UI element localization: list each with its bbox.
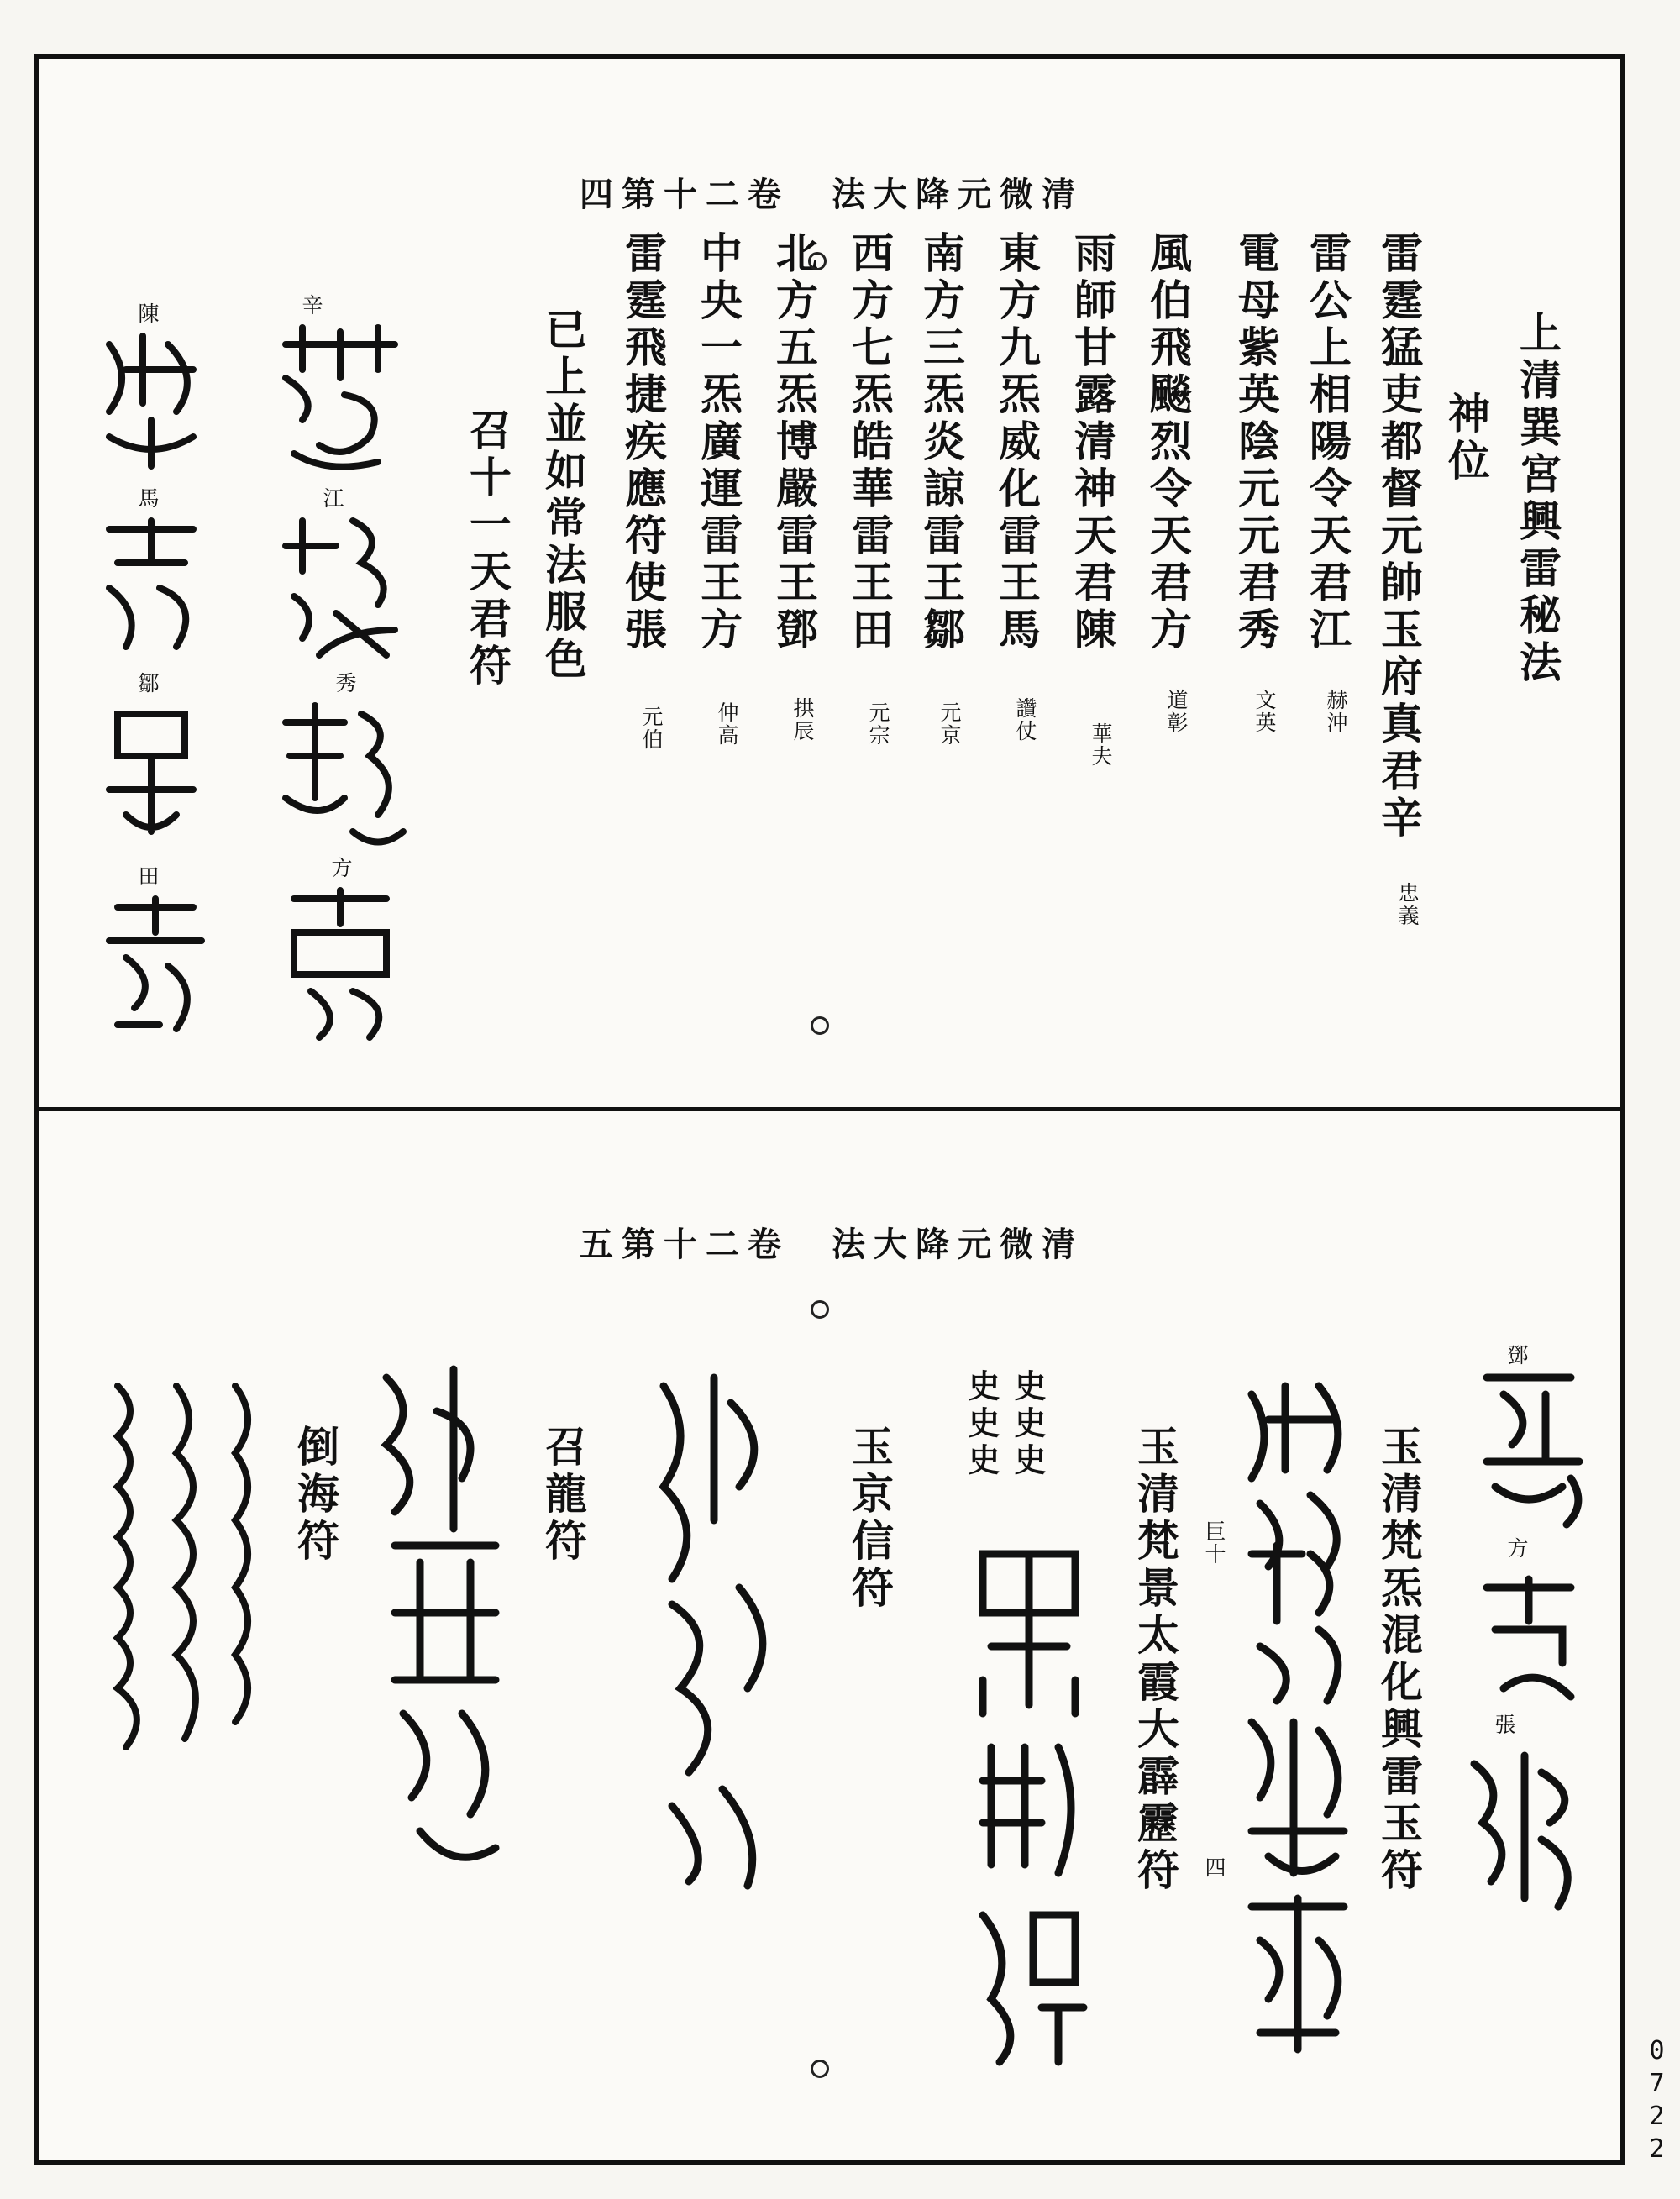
talisman-glyph-text: 史史史 xyxy=(1009,1369,1047,1480)
talisman-label: 江 xyxy=(320,487,344,510)
talisman-label: 秀 xyxy=(333,672,357,695)
talisman-glyph-text: 史史史 xyxy=(963,1369,1000,1480)
talisman-glyph xyxy=(92,512,210,655)
upper-col-shenwei: 神位 xyxy=(1441,344,1491,485)
upper-note-4: 文英 xyxy=(1252,689,1277,734)
upper-note-7: 讚仗 xyxy=(1013,697,1037,743)
talisman-glyph xyxy=(966,1730,1092,1881)
upper-col-13: 已上並如常法服色 xyxy=(538,260,588,684)
talisman-glyph xyxy=(92,328,210,470)
talisman-glyph xyxy=(966,1898,1092,2066)
registration-mark xyxy=(811,1300,829,1319)
talisman-glyph xyxy=(101,1369,269,1756)
talisman-glyph xyxy=(1470,1571,1588,1705)
registration-mark xyxy=(811,1016,829,1035)
registration-mark xyxy=(808,252,827,270)
upper-title: 上清巽宮興雷秘法 xyxy=(1513,311,1562,687)
upper-note-8: 元京 xyxy=(937,701,962,747)
talisman-glyph xyxy=(269,882,412,1042)
lower-col-1: 玉清梵景太霞大霹靂符 xyxy=(1131,1378,1180,1895)
talisman-label: 張 xyxy=(1492,1714,1516,1736)
upper-col-6: 雨師甘露清神天君陳 xyxy=(1068,231,1117,654)
talisman-label: 陳 xyxy=(135,302,160,325)
lower-col-2: 玉京信符 xyxy=(845,1378,895,1613)
talisman-label: 鄒 xyxy=(135,672,160,695)
page-divider xyxy=(34,1107,1625,1111)
talisman-glyph xyxy=(269,504,412,664)
lower-header: 五第十二卷 法大降元微清 xyxy=(580,1225,1084,1264)
upper-col-10: 北方五炁博嚴雷王鄧 xyxy=(769,231,819,654)
lower-col-0: 玉清梵炁混化興雷玉符 xyxy=(1374,1378,1424,1895)
upper-note-11: 仲高 xyxy=(715,701,739,747)
upper-col-12: 雷霆飛捷疾應符使張 xyxy=(618,231,668,654)
talisman-glyph xyxy=(1235,1705,1361,1890)
talisman-label: 方 xyxy=(1504,1537,1529,1560)
upper-col-5: 風伯飛飈烈令天君方 xyxy=(1143,231,1193,654)
talisman-label: 方 xyxy=(328,857,353,879)
upper-col-14: 召十一天君符 xyxy=(463,361,512,690)
talisman-glyph xyxy=(1470,1361,1588,1529)
talisman-label: 四 xyxy=(1202,1856,1226,1879)
talisman-glyph xyxy=(638,1369,781,1890)
talisman-label: 鄧 xyxy=(1504,1344,1529,1367)
upper-note-2: 忠義 xyxy=(1395,882,1420,927)
upper-note-12: 元伯 xyxy=(639,706,664,751)
talisman-label: 田 xyxy=(135,865,160,888)
talisman-glyph xyxy=(269,697,412,857)
upper-note-6: 華夫 xyxy=(1089,722,1113,768)
talisman-glyph xyxy=(1235,1537,1361,1705)
upper-header: 四第十二卷 法大降元微清 xyxy=(580,175,1084,214)
upper-note-3: 赫沖 xyxy=(1324,689,1348,734)
talisman-glyph xyxy=(269,319,412,479)
upper-col-4: 電母紫英陰元元君秀 xyxy=(1231,231,1281,654)
page-number: 0722 xyxy=(1642,2036,1672,2167)
upper-note-10: 拱辰 xyxy=(790,697,815,743)
upper-col-3: 雷公上相陽令天君江 xyxy=(1303,231,1352,654)
upper-col-11: 中央一炁廣運雷王方 xyxy=(694,231,743,654)
lower-col-3: 召龍符 xyxy=(538,1378,588,1566)
talisman-label: 馬 xyxy=(135,487,160,510)
upper-col-9: 西方七炁皓華雷王田 xyxy=(845,231,895,654)
talisman-glyph xyxy=(1457,1739,1592,1915)
upper-col-7: 東方九炁威化雷王馬 xyxy=(992,231,1042,654)
talisman-glyph xyxy=(370,1361,521,1881)
talisman-label: 巨十 xyxy=(1202,1520,1226,1566)
upper-col-8: 南方三炁炎諒雷王鄒 xyxy=(916,231,966,654)
talisman-glyph xyxy=(1235,1890,1361,2058)
registration-mark xyxy=(811,2060,829,2078)
talisman-label: 辛 xyxy=(299,294,323,317)
upper-note-5: 道彰 xyxy=(1164,689,1189,734)
talisman-glyph xyxy=(92,890,210,1033)
talisman-glyph xyxy=(966,1537,1092,1722)
lower-col-4: 倒海符 xyxy=(291,1378,340,1566)
talisman-glyph xyxy=(92,697,210,840)
upper-col-2: 雷霆猛吏都督元帥玉府真君辛 xyxy=(1374,231,1424,842)
upper-note-9: 元宗 xyxy=(866,701,890,747)
